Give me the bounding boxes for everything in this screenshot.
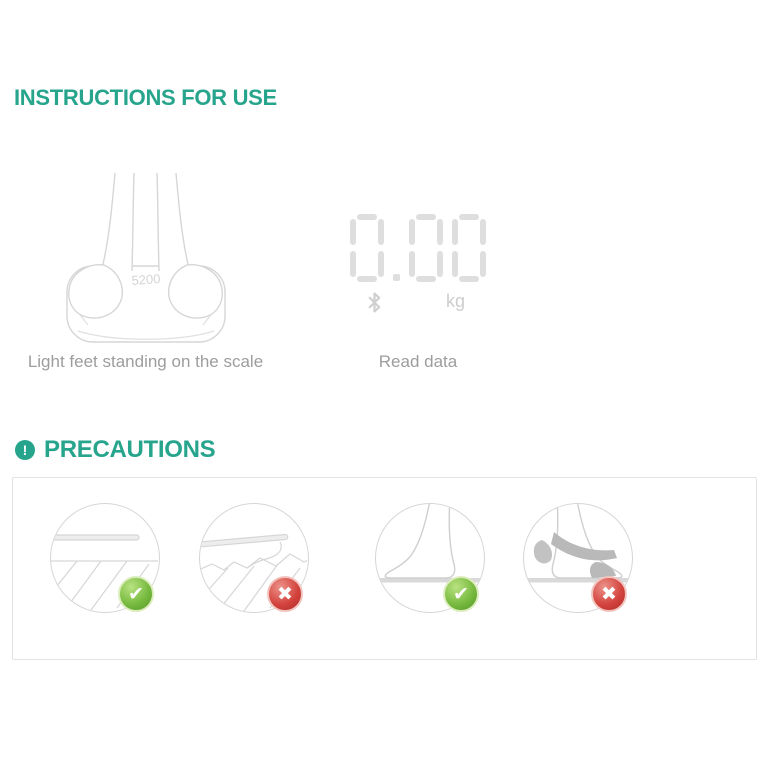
weight-display	[350, 214, 486, 282]
precaution-item	[50, 503, 160, 619]
lcd-digit	[409, 214, 443, 282]
feet-on-scale-illustration	[58, 171, 233, 351]
instructions-title: INSTRUCTIONS FOR USE	[14, 85, 277, 110]
precaution-item	[375, 503, 485, 619]
bluetooth-icon	[367, 292, 382, 313]
weight-unit-label: kg	[446, 291, 466, 311]
step-caption: Light feet standing on the scale	[27, 352, 264, 371]
precautions-panel	[12, 477, 757, 660]
scale-display-value: 5200	[131, 271, 161, 288]
lcd-digit	[452, 214, 486, 282]
check-badge: ✔	[118, 576, 154, 612]
check-badge: ✔	[443, 576, 479, 612]
precautions-title: PRECAUTIONS	[44, 436, 216, 463]
cross-badge: ✖	[267, 576, 303, 612]
step-caption: Read data	[378, 352, 458, 371]
lcd-digit	[350, 214, 384, 282]
cross-badge: ✖	[591, 576, 627, 612]
exclamation-circle-icon: !	[15, 440, 35, 460]
precaution-item	[199, 503, 309, 619]
lcd-decimal-point	[393, 274, 400, 281]
precautions-header	[15, 436, 215, 464]
precaution-item	[523, 503, 633, 619]
